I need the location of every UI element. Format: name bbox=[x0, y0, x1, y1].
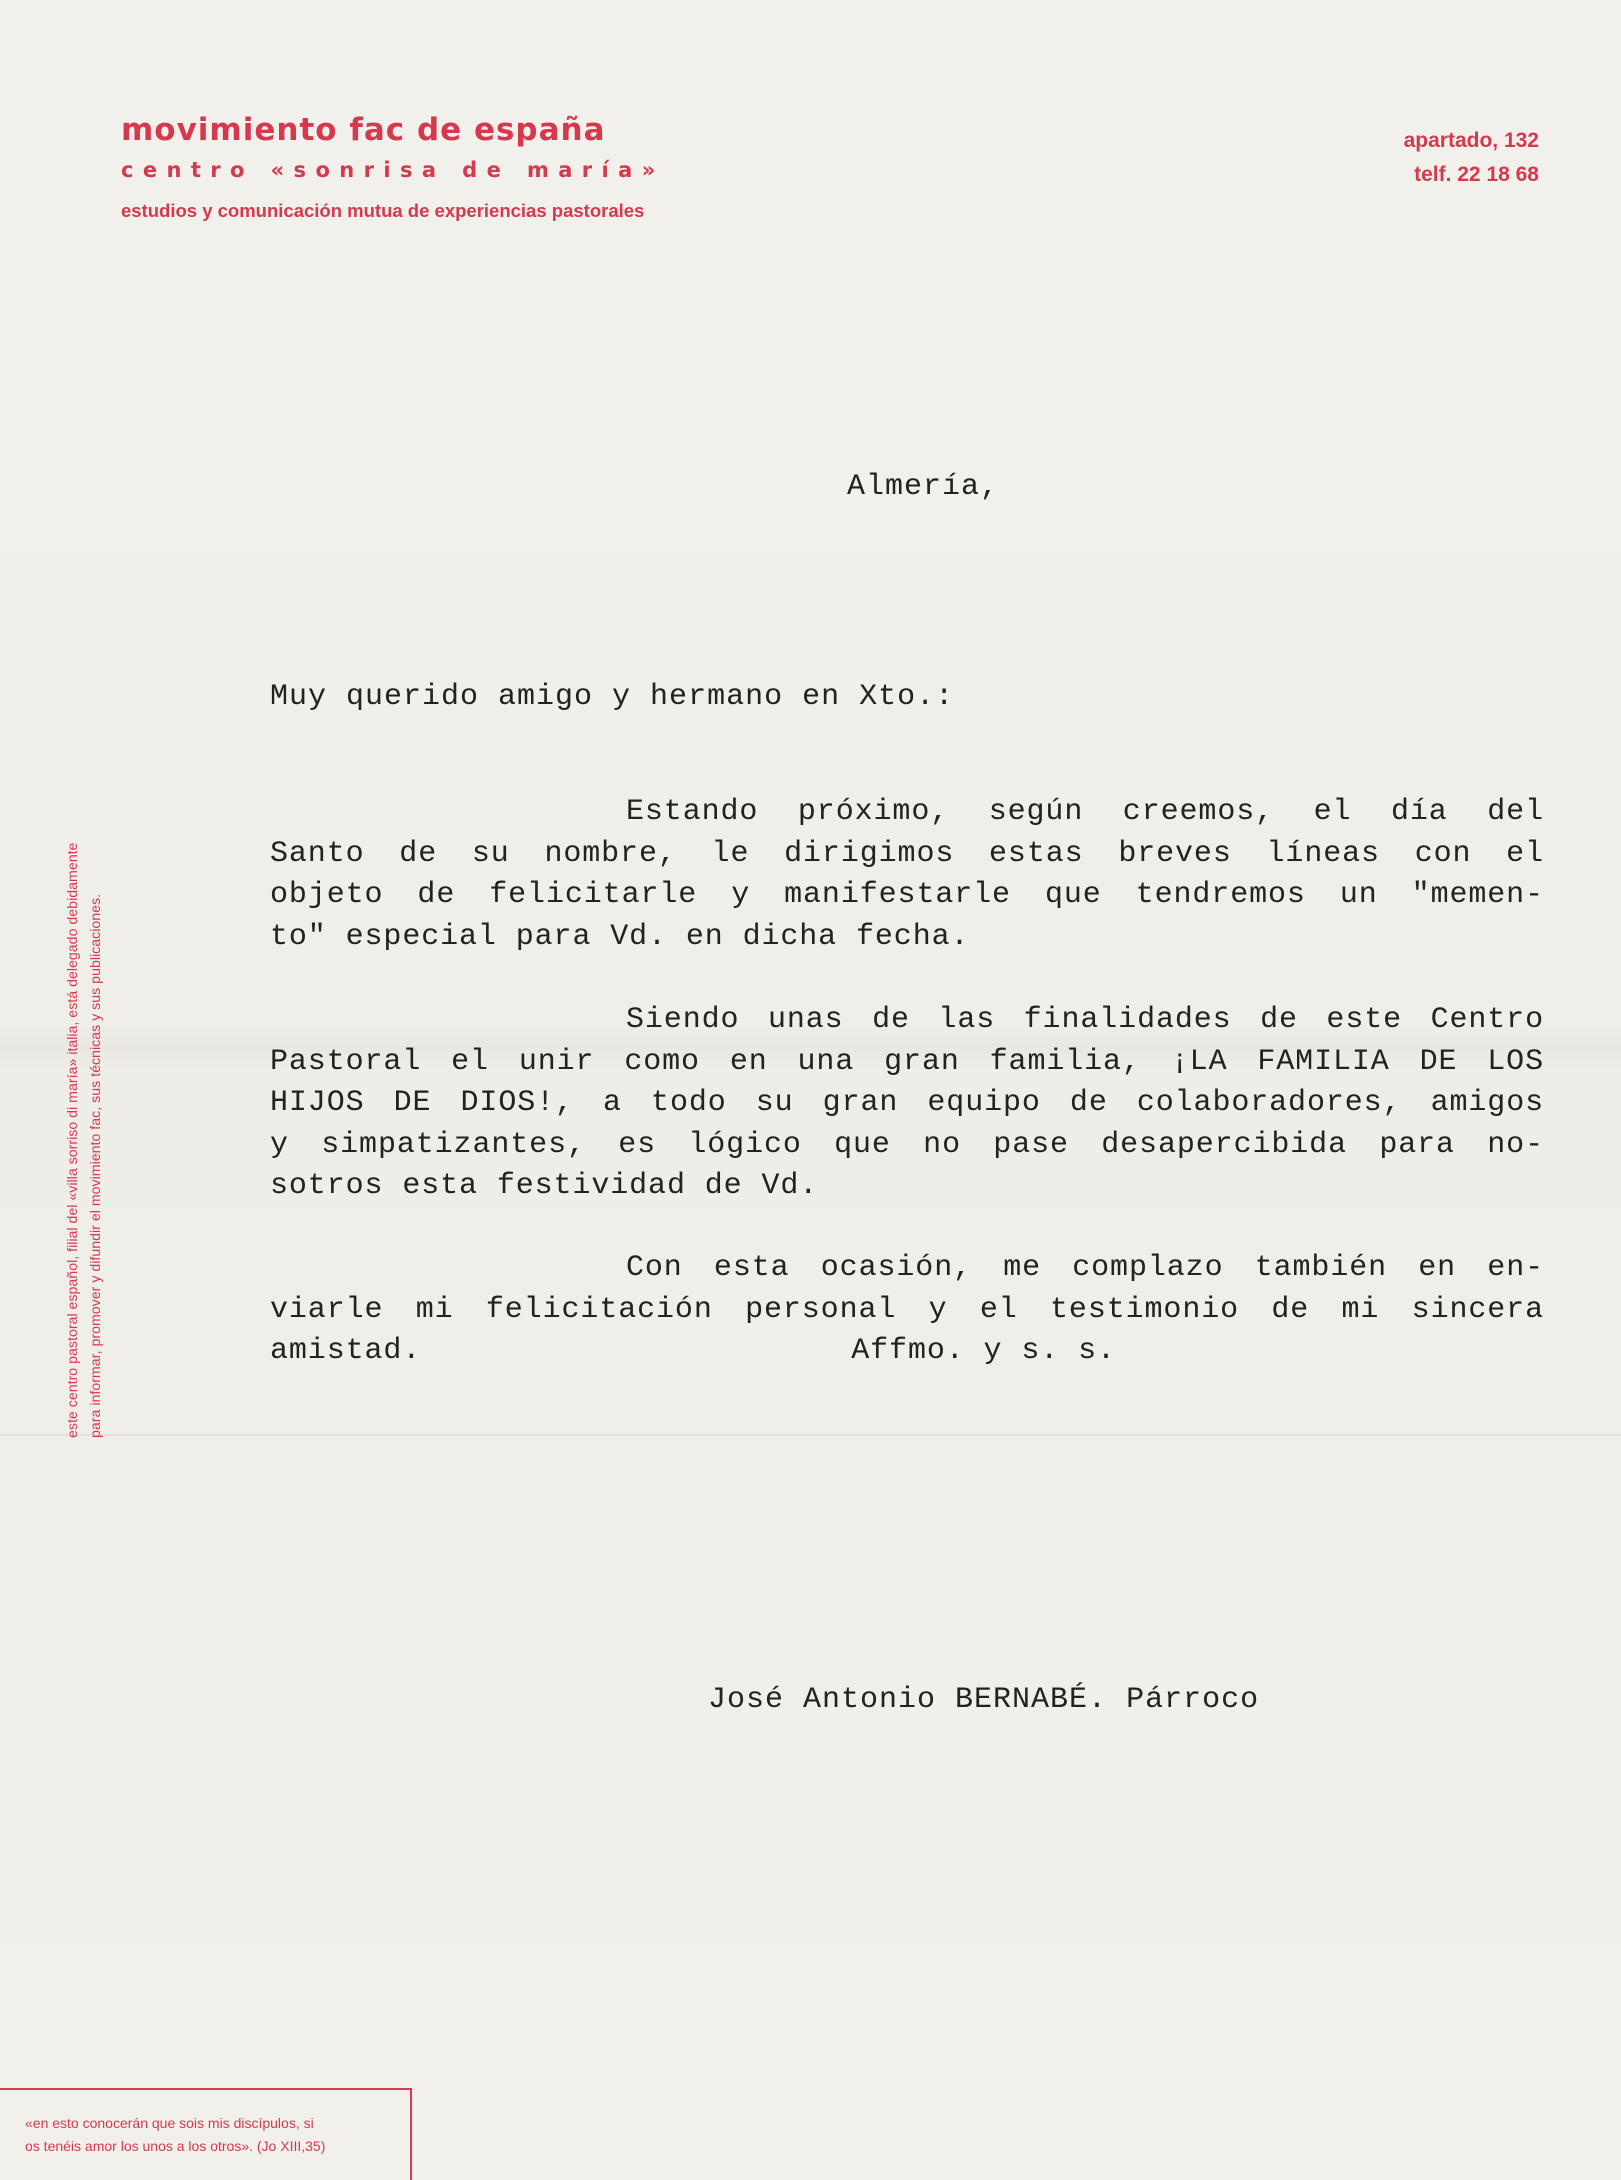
letterhead-contact bbox=[1404, 124, 1539, 192]
paragraph-line: Estando próximo, según creemos, el día del bbox=[626, 795, 1544, 829]
letter-paragraph-3 bbox=[270, 1248, 1544, 1373]
paragraph-line: to" especial para Vd. en dicha fecha. bbox=[270, 919, 970, 954]
paragraph-line: y simpatizantes, es lógico que no pase desapercibida para no- bbox=[270, 1127, 1544, 1162]
paragraph-line: Con esta ocasión, me complazo también en en- bbox=[626, 1251, 1544, 1285]
letter-closing: Affmo. y s. s. bbox=[851, 1334, 1116, 1368]
letterhead-tagline: estudios y comunicación mutua de experiencias pastorales bbox=[121, 200, 645, 221]
letter-salutation: Muy querido amigo y hermano en Xto.: bbox=[270, 680, 955, 714]
paragraph-line bbox=[270, 1331, 1544, 1373]
letterhead-address: apartado, 132 bbox=[1403, 129, 1539, 152]
letterhead-organization: movimiento fac de españa bbox=[121, 112, 606, 148]
letterhead-center-name: centro «sonrisa de maría» bbox=[121, 158, 665, 182]
quote-text bbox=[25, 2112, 325, 2158]
letterhead-phone: telf. 22 18 68 bbox=[1414, 163, 1539, 186]
paragraph-line: sotros esta festividad de Vd. bbox=[270, 1169, 819, 1203]
paragraph-end: amistad. bbox=[270, 1334, 422, 1368]
letter-paragraph-2 bbox=[270, 1000, 1544, 1208]
letter-place: Almería, bbox=[847, 470, 1000, 504]
quote-line1: «en esto conocerán que sois mis discípulos, si bbox=[25, 2115, 314, 2131]
paragraph-line: objeto de felicitarle y manifestarle que tendremos un "memen- bbox=[270, 878, 1544, 912]
side-note bbox=[62, 728, 108, 1438]
side-note-line2: para informar, promover y difundir el movimiento fac, sus técnicas y sus publicaciones. bbox=[88, 893, 104, 1438]
paragraph-line: Siendo unas de las finalidades de este Centro bbox=[626, 1003, 1544, 1037]
letter-signature: José Antonio BERNABÉ. Párroco bbox=[708, 1683, 1260, 1717]
paragraph-line: Pastoral el unir como en una gran familia, ¡LA FAMILIA DE LOS bbox=[270, 1044, 1544, 1079]
letter-paragraph-1 bbox=[270, 792, 1544, 958]
quote-box bbox=[0, 2088, 412, 2180]
quote-line2: os tenéis amor los unos a los otros». (Jo XIII,35) bbox=[25, 2138, 326, 2154]
paragraph-line: HIJOS DE DIOS!, a todo su gran equipo de colaboradores, amigos bbox=[270, 1086, 1544, 1120]
paper-fold-line bbox=[0, 1434, 1621, 1436]
side-note-line1: este centro pastoral español, filial del «villa sorriso di maría» italia, está delegado debidamente bbox=[65, 842, 81, 1438]
paragraph-line: viarle mi felicitación personal y el testimonio de mi sincera bbox=[270, 1292, 1544, 1327]
paragraph-line: Santo de su nombre, le dirigimos estas breves líneas con el bbox=[270, 836, 1544, 871]
